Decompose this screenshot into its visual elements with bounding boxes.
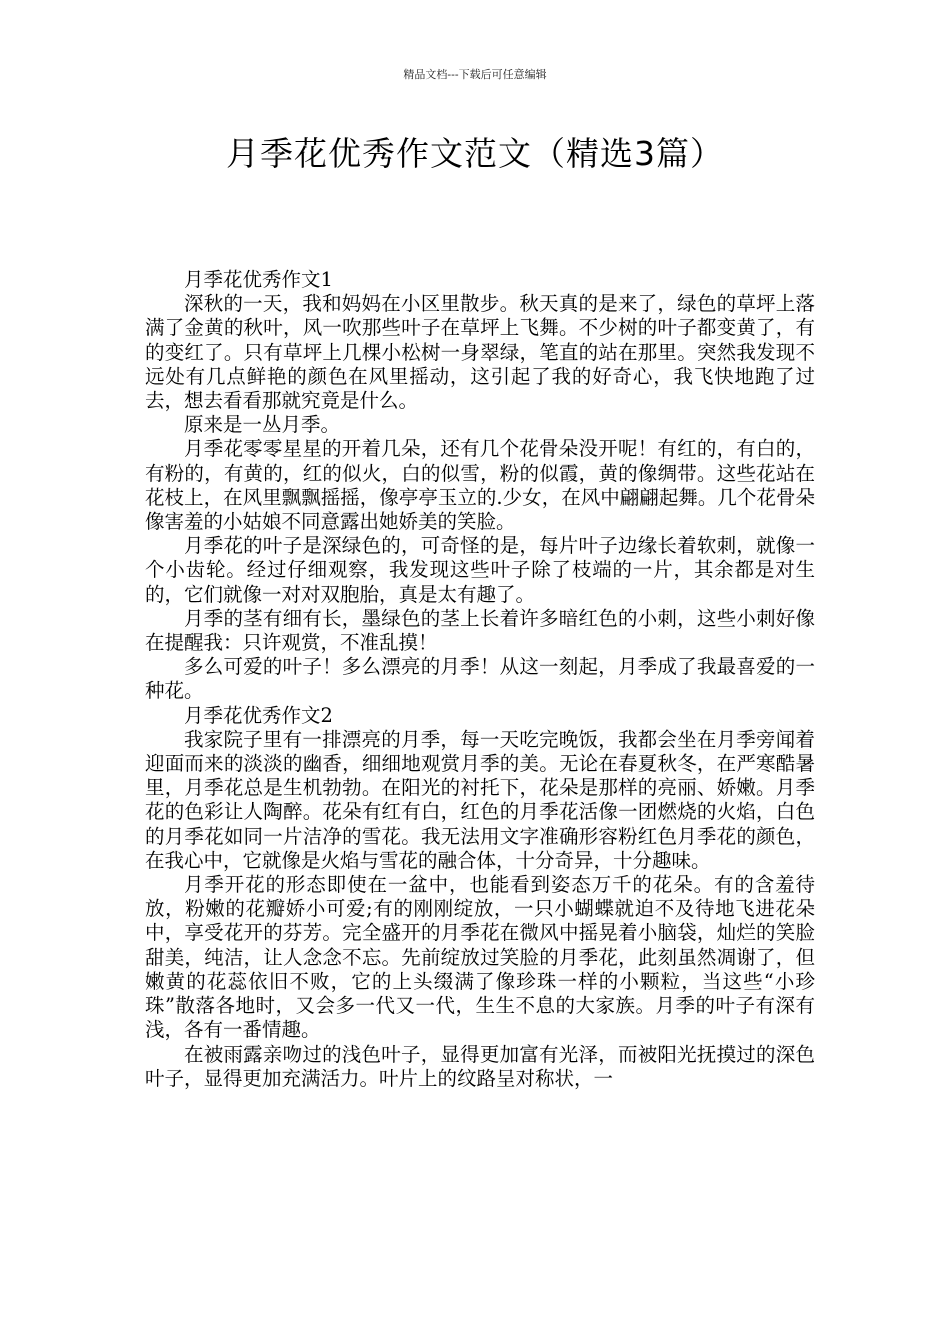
paragraph: 原来是一丛月季。 (184, 413, 341, 437)
paragraph: 多么可爱的叶子！多么漂亮的月季！从这一刻起，月季成了我最喜爱的一种花。 (145, 655, 815, 703)
paragraph: 月季开花的形态即使在一盆中，也能看到姿态万千的花朵。有的含羞待放，粉嫩的花瓣娇小可爱;有的刚刚绽放，一只小蝴蝶就迫不及待地飞进花朵中，享受花开的芬芳。完全盛开的月季花在微风中摇晃着小脑袋，灿烂的笑脸甜美，纯洁，让人念念不忘。先前绽放过笑脸的月季花，此刻虽然凋谢了，但嫩黄的花蕊依旧不败，它的上头缀满了像珍珠一样的小颗粒，当这些“小珍珠”散落各地时，又会多一代又一代，生生不息的大家族。月季的叶子有深有浅，各有一番情趣。 (145, 873, 815, 1042)
header-note: 精品文档---下载后可任意编辑 (403, 68, 547, 81)
paragraph: 深秋的一天，我和妈妈在小区里散步。秋天真的是来了，绿色的草坪上落满了金黄的秋叶，风一吹那些叶子在草坪上飞舞。不少树的叶子都变黄了，有的变红了。只有草坪上几棵小松树一身翠绿，笔直的站在那里。突然我发现不远处有几点鲜艳的颜色在风里摇动，这引起了我的好奇心，我飞快地跑了过去，想去看看那就究竟是什么。 (145, 292, 815, 413)
document-body (145, 268, 815, 1091)
paragraph: 月季花零零星星的开着几朵，还有几个花骨朵没开呢！有红的，有白的，有粉的，有黄的，红的似火，白的似雪，粉的似霞，黄的像绸带。这些花站在花枝上，在风里飘飘摇摇，像亭亭玉立的.少女，在风中翩翩起舞。几个花骨朵像害羞的小姑娘不同意露出她娇美的笑脸。 (145, 437, 815, 534)
document-title: 月季花优秀作文范文（精选3篇） (226, 134, 724, 173)
section-heading-2: 月季花优秀作文2 (184, 703, 333, 727)
section-heading-1: 月季花优秀作文1 (184, 268, 333, 291)
paragraph: 月季的茎有细有长，墨绿色的茎上长着许多暗红色的小刺，这些小刺好像在提醒我：只许观赏，不准乱摸！ (145, 606, 815, 655)
paragraph: 月季花的叶子是深绿色的，可奇怪的是，每片叶子边缘长着软刺，就像一个小齿轮。经过仔细观察，我发现这些叶子除了枝端的一片，其余都是对生的，它们就像一对对双胞胎，真是太有趣了。 (145, 534, 815, 606)
paragraph: 在被雨露亲吻过的浅色叶子，显得更加富有光泽，而被阳光抚摸过的深色叶子，显得更加充满活力。叶片上的纹路呈对称状，一 (145, 1042, 815, 1090)
paragraph: 我家院子里有一排漂亮的月季，每一天吃完晚饭，我都会坐在月季旁闻着迎面而来的淡淡的幽香，细细地观赏月季的美。无论在春夏秋冬，在严寒酷暑里，月季花总是生机勃勃。在阳光的衬托下，花朵是那样的亮丽、娇嫩。月季花的色彩让人陶醉。花朵有红有白，红色的月季花活像一团燃烧的火焰，白色的月季花如同一片洁净的雪花。我无法用文字准确形容粉红色月季花的颜色，在我心中，它就像是火焰与雪花的融合体，十分奇异，十分趣味。 (145, 727, 815, 872)
